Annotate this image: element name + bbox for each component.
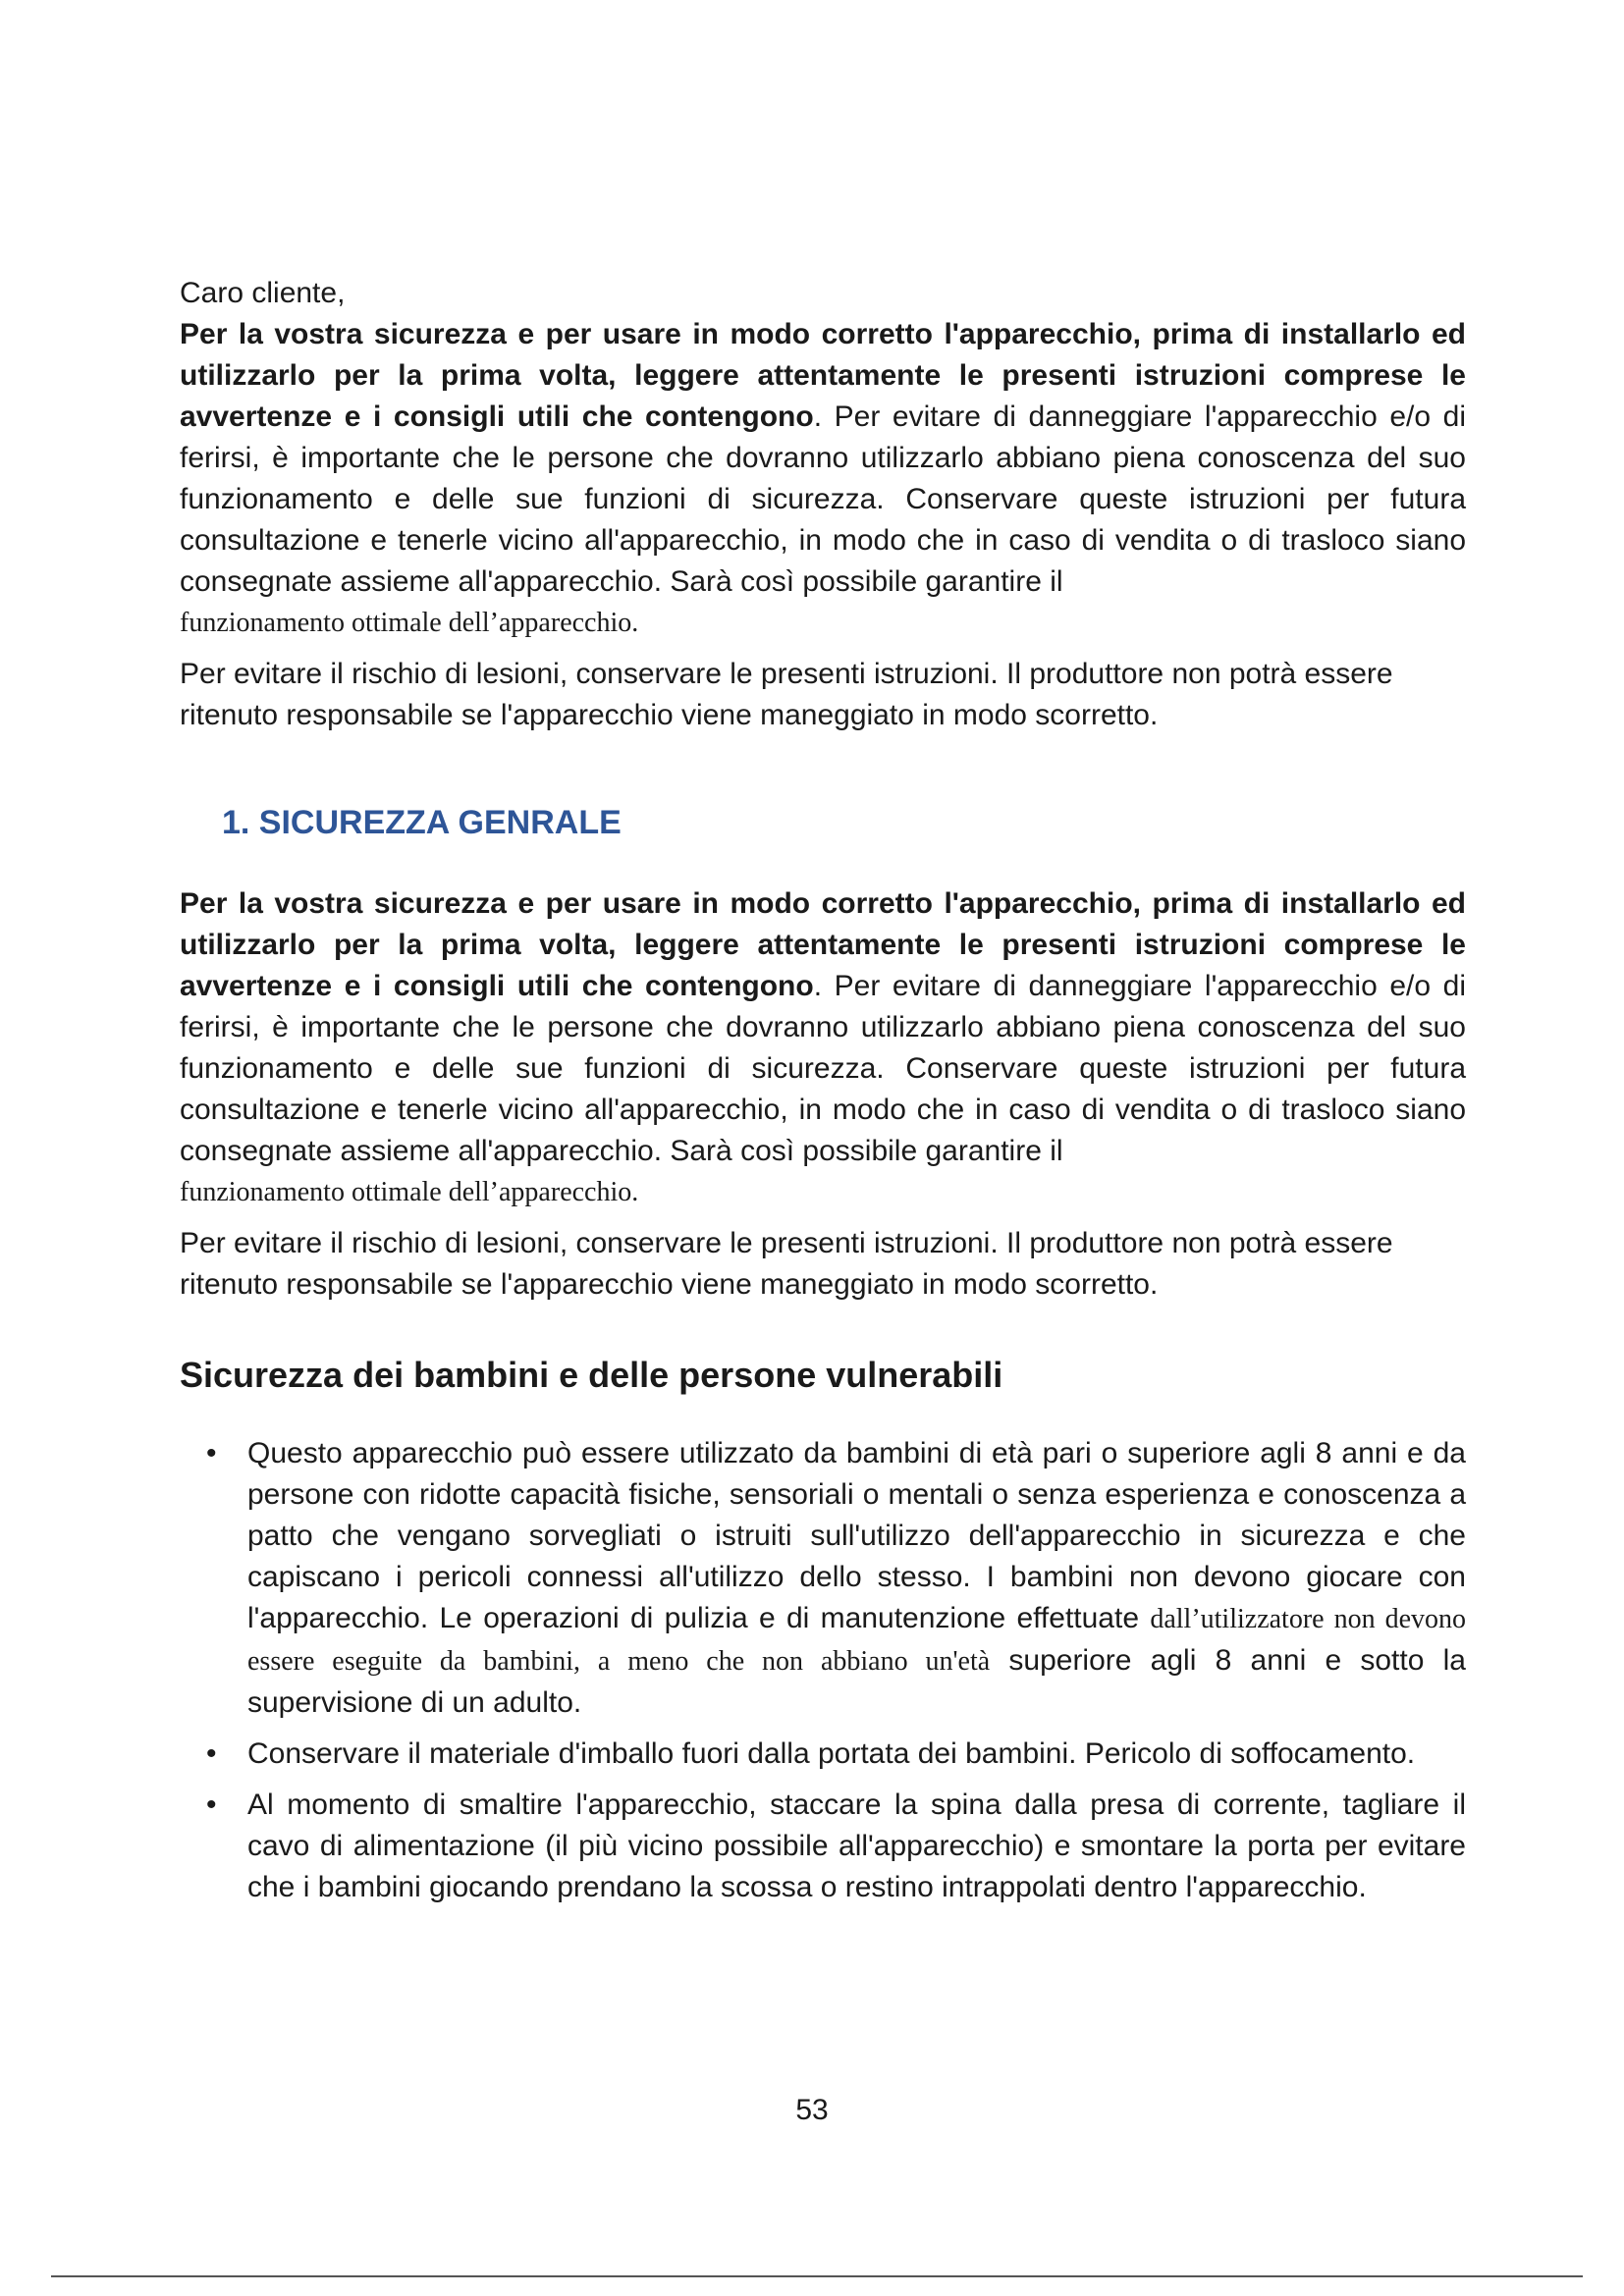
list-item <box>180 1433 1466 1724</box>
list-item-text: Al momento di smaltire l'apparecchio, staccare la spina dalla presa di corrente, tagliare il cavo di alimentazione (il più vicino possibile all'apparecchio) e smontare la porta per evitare che i bambini giocando prendano la scossa o restino intrappolati dentro l'apparecchio. <box>247 1789 1466 1903</box>
intro-serif-line: funzionamento ottimale dell’apparecchio. <box>180 608 639 638</box>
list-item <box>180 1785 1466 1908</box>
children-safety-list <box>180 1433 1466 1908</box>
list-item-text: superiore agli 8 anni e sotto la supervisione di un adulto. <box>247 1644 1466 1719</box>
children-safety-heading: Sicurezza dei bambini e delle persone vulnerabili <box>180 1355 1003 1395</box>
bullet-icon: • <box>206 1737 217 1770</box>
bullet-icon: • <box>206 1437 217 1469</box>
intro-paragraph <box>180 314 1466 644</box>
general-safety-paragraph <box>180 883 1466 1213</box>
list-item-text: Questo apparecchio può essere utilizzato da bambini di età pari o superiore agli 8 anni e da persone con ridotte capacità fisiche, sensoriali o mentali o senza esperienza e conoscenza a patto che vengano sorvegliati o istruiti sull'utilizzo dell'apparecchio in sicurezza e che capiscano i pericoli connessi all'utilizzo dello stesso. I bambini non devono giocare con l'apparecchio. Le operazioni di pulizia e di manutenzione effettuate <box>247 1437 1466 1634</box>
list-item-serif-text: dall’utilizzatore non devono essere eseguite da bambini, a meno che non abbiano un'età <box>247 1604 1466 1677</box>
general-safety-regular-text: . Per evitare di danneggiare l'apparecchio e/o di ferirsi, è importante che le persone che dovranno utilizzarlo abbiano piena conoscenza del suo funzionamento e delle sue funzioni di sicurezza. Conservare queste istruzioni per futura consultazione e tenerle vicino all'apparecchio, in modo che in caso di vendita o di trasloco siano consegnate assieme all'apparecchio. Sarà così possibile garantire il <box>180 970 1466 1167</box>
page-number: 53 <box>795 2094 829 2126</box>
greeting: Caro cliente, <box>180 277 346 309</box>
list-item <box>180 1734 1466 1775</box>
intro-liability-paragraph: Per evitare il rischio di lesioni, conservare le presenti istruzioni. Il produttore non potrà essere ritenuto responsabile se l'apparecchio viene maneggiato in modo scorretto. <box>180 658 1393 731</box>
intro-paragraph-text <box>180 314 1466 603</box>
general-safety-liability-paragraph: Per evitare il rischio di lesioni, conservare le presenti istruzioni. Il produttore non potrà essere ritenuto responsabile se l'apparecchio viene maneggiato in modo scorretto. <box>180 1227 1393 1301</box>
intro-bold-text: Per la vostra sicurezza e per usare in modo corretto l'apparecchio, prima di installarlo ed utilizzarlo per la prima volta, leggere attentamente le presenti istruzioni comprese le avvertenze e i consigli utili che contengono <box>180 318 1466 433</box>
footer-divider <box>51 2275 1583 2277</box>
general-safety-paragraph-text <box>180 883 1466 1172</box>
general-safety-serif-line: funzionamento ottimale dell’apparecchio. <box>180 1177 639 1207</box>
page-content <box>180 273 1466 1918</box>
intro-regular-text: . Per evitare di danneggiare l'apparecchio e/o di ferirsi, è importante che le persone che dovranno utilizzarlo abbiano piena conoscenza del suo funzionamento e delle sue funzioni di sicurezza. Conservare queste istruzioni per futura consultazione e tenerle vicino all'apparecchio, in modo che in caso di vendita o di trasloco siano consegnate assieme all'apparecchio. Sarà così possibile garantire il <box>180 400 1466 598</box>
bullet-icon: • <box>206 1789 217 1821</box>
list-item-text: Conservare il materiale d'imballo fuori dalla portata dei bambini. Pericolo di soffocamento. <box>247 1737 1416 1770</box>
general-safety-bold-text: Per la vostra sicurezza e per usare in modo corretto l'apparecchio, prima di installarlo ed utilizzarlo per la prima volta, leggere attentamente le presenti istruzioni comprese le avvertenze e i consigli utili che contengono <box>180 887 1466 1002</box>
section-title-general-safety: 1. SICUREZZA GENRALE <box>222 804 622 841</box>
